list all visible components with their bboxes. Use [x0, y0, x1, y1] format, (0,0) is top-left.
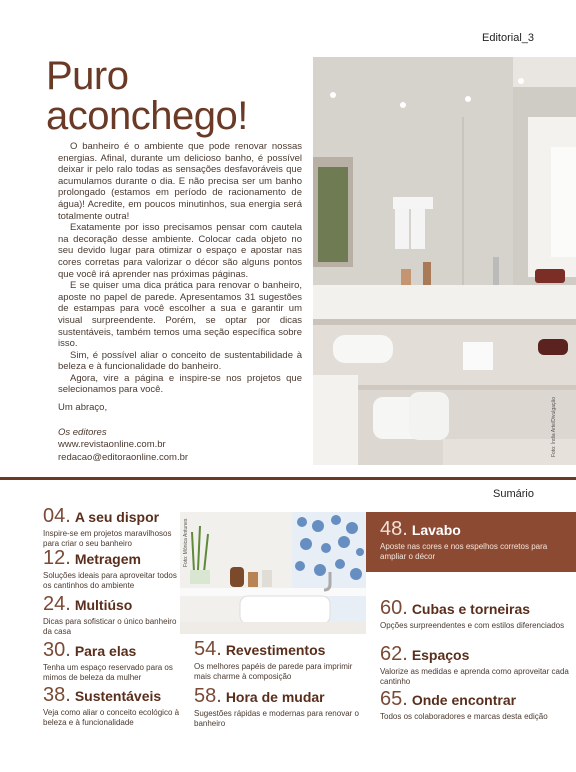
page-number: 62.: [380, 643, 408, 665]
entry-description: Todos os colaboradores e marcas desta edição: [380, 712, 548, 721]
entry-title: Cubas e torneiras: [411, 601, 531, 617]
page-number: 04.: [43, 505, 71, 527]
page-number: 38.: [43, 684, 71, 706]
page-number: 65.: [380, 688, 408, 710]
summary-entry[interactable]: [194, 638, 364, 682]
entry-title: Hora de mudar: [225, 689, 325, 705]
summary-label: Sumário: [493, 488, 534, 500]
summary-entry[interactable]: [43, 505, 183, 549]
summary-entry[interactable]: [380, 688, 570, 722]
entry-title: Para elas: [74, 643, 137, 659]
paragraph: E se quiser uma dica prática para renovar o banheiro, aposte no papel de parede. Apresentamos 31 sugestões de estampas para você escolher a sua e garantir um visual surpreendente. Porém, se optar por dicas sustentáveis, também temos uma seção específica sobre isso.: [58, 280, 302, 350]
entry-description: Soluções ideais para aproveitar todos os cantinhos do ambiente: [43, 571, 177, 590]
entry-title: A seu dispor: [74, 509, 160, 525]
website-link[interactable]: www.revistaonline.com.br: [58, 439, 166, 450]
page-number: 58.: [194, 685, 222, 707]
entry-title: Espaços: [411, 647, 470, 663]
entry-title: Multiúso: [74, 597, 133, 613]
page-number: 30.: [43, 639, 71, 661]
editorial-body: [58, 141, 302, 396]
page-title: [46, 56, 248, 136]
title-line-1: Puro: [46, 54, 129, 98]
greeting: Um abraço,: [58, 402, 108, 413]
paragraph: Agora, vire a página e inspire-se nos projetos que selecionamos para você.: [58, 372, 302, 396]
summary-entry[interactable]: [194, 685, 364, 729]
page-number: 24.: [43, 593, 71, 615]
paragraph: O banheiro é o ambiente que pode renovar nossas energias. Afinal, durante um delicioso banho, é possível deixar ir pelo ralo todas as sensações desfavoráveis que acumulamos durante o dia. E não precisa ser um banho prolongado (estamos em período de racionamento de água)! Acredite, em poucos minutinhos, sua energia será totalmente outra!: [58, 141, 302, 222]
section-divider: [0, 477, 576, 480]
entry-description: Aposte nas cores e nos espelhos corretos para ampliar o décor: [380, 542, 548, 561]
sink-illustration: [180, 512, 366, 634]
summary-entry[interactable]: [43, 547, 183, 591]
page-number: 12.: [43, 547, 71, 569]
summary-entry-highlight[interactable]: [366, 512, 576, 572]
entry-description: Inspire-se em projetos maravilhosos para criar o seu banheiro: [43, 529, 172, 548]
photo-credit: Foto: Mônica Antunes: [183, 518, 189, 567]
paragraph: Sim, é possível aliar o conceito de sustentabilidade à beleza e à funcionalidade do banheiro.: [58, 349, 302, 373]
entry-description: Veja como aliar o conceito ecológico à beleza e à funcionalidade: [43, 708, 180, 727]
entry-title: Metragem: [74, 551, 141, 567]
entry-description: Sugestões rápidas e modernas para renovar o banheiro: [194, 709, 359, 728]
entry-description: Os melhores papéis de parede para imprimir mais charme à composição: [194, 662, 353, 681]
summary-entry[interactable]: [380, 643, 570, 687]
entry-title: Lavabo: [411, 522, 461, 538]
signoff: [58, 402, 188, 464]
section-label: Editorial_3: [482, 32, 534, 44]
page-number: 54.: [194, 638, 222, 660]
bathroom-illustration: [313, 57, 576, 465]
entry-title: Sustentáveis: [74, 688, 162, 704]
paragraph: Exatamente por isso precisamos pensar com cautela na decoração desse ambiente. Colocar cada objeto no seu devido lugar para otimizar o espaço e apostar nas cores corretas para valorizar o décor são alguns pontos que você irá aprender nas próximas páginas.: [58, 222, 302, 280]
signature: Os editores: [58, 426, 107, 438]
entry-title: Onde encontrar: [411, 692, 517, 708]
summary-entry[interactable]: [43, 593, 183, 637]
entry-description: Valorize as medidas e aprenda como aproveitar cada cantinho: [380, 667, 569, 686]
sink-photo: [180, 512, 366, 634]
title-line-2: aconchego!: [46, 94, 248, 138]
entry-description: Tenha um espaço reservado para os mimos de beleza da mulher: [43, 663, 173, 682]
summary-entry[interactable]: [380, 597, 570, 631]
entry-description: Opções surpreendentes e com estilos diferenciados: [380, 621, 565, 630]
entry-description: Dicas para sofisticar o único banheiro da casa: [43, 617, 177, 636]
summary-entry[interactable]: [43, 639, 183, 683]
photo-credit: Foto: Índia Arte/Divulgação: [551, 396, 557, 457]
bathroom-photo: [313, 57, 576, 465]
summary-entry[interactable]: [43, 684, 183, 728]
entry-title: Revestimentos: [225, 642, 326, 658]
page-number: 60.: [380, 597, 408, 619]
page-number: 48.: [380, 518, 408, 540]
email-link[interactable]: redacao@editoraonline.com.br: [58, 451, 189, 463]
summary-entry: [380, 518, 570, 562]
